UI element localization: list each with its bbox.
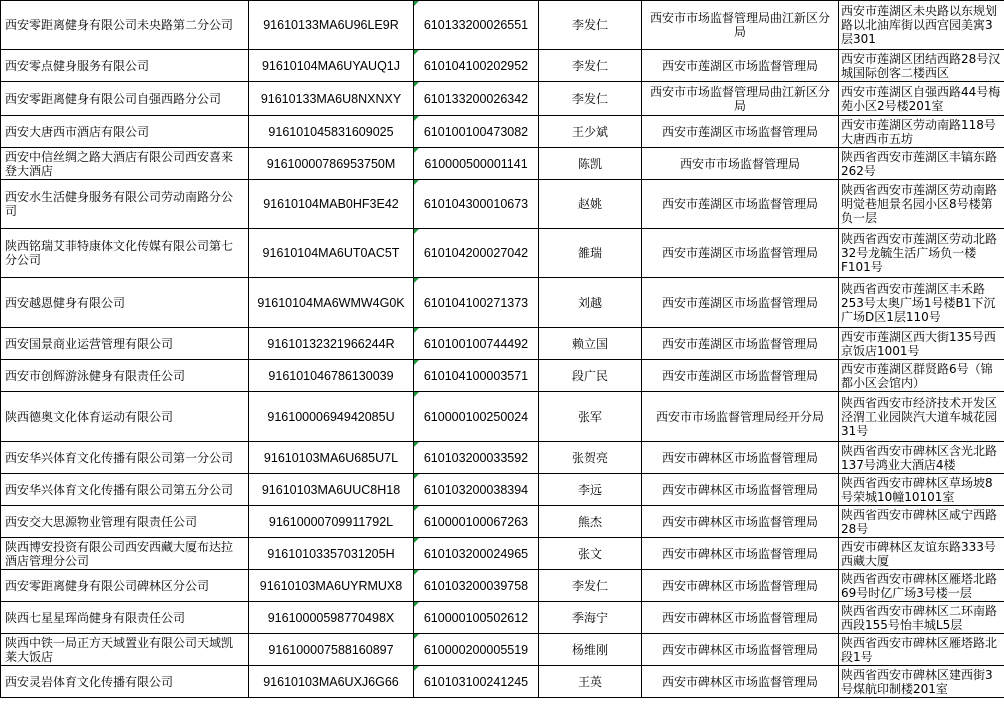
registration-number-cell[interactable]: 610000100502612: [414, 602, 539, 634]
legal-representative-cell[interactable]: 张贺亮: [539, 442, 642, 474]
address-cell[interactable]: 陕西省西安市碑林区雁塔北路69号时亿广场3号楼一层: [839, 570, 1004, 602]
registration-authority-cell[interactable]: 西安市莲湖区市场监督管理局: [642, 229, 839, 278]
credit-code-cell[interactable]: 91610133MA6U8NXNXY: [249, 82, 414, 116]
address-cell[interactable]: 西安市莲湖区团结西路28号汉城国际创客二楼西区: [839, 50, 1004, 82]
credit-code-cell[interactable]: 91610103MA6U685U7L: [249, 442, 414, 474]
credit-code-cell[interactable]: 91610104MA6UT0AC5T: [249, 229, 414, 278]
registration-authority-cell[interactable]: 西安市莲湖区市场监督管理局: [642, 360, 839, 392]
registration-number-cell[interactable]: 610133200026342: [414, 82, 539, 116]
address-cell[interactable]: 陕西省西安市莲湖区丰镐东路262号: [839, 148, 1004, 180]
legal-representative-cell[interactable]: 杨维刚: [539, 634, 642, 666]
table-row: [1, 634, 1004, 666]
legal-representative-cell[interactable]: 王英: [539, 666, 642, 698]
company-name-cell[interactable]: 西安中信丝绸之路大酒店有限公司西安喜来登大酒店: [1, 148, 249, 180]
registration-number-cell[interactable]: 610133200026551: [414, 1, 539, 50]
company-name-cell[interactable]: 西安大唐西市酒店有限公司: [1, 116, 249, 148]
credit-code-cell[interactable]: 91610104MA6UYAUQ1J: [249, 50, 414, 82]
credit-code-cell[interactable]: 916101045831609025: [249, 116, 414, 148]
address-cell[interactable]: 陕西省西安市碑林区草场坡8号荣城10幢10101室: [839, 474, 1004, 506]
registration-authority-cell[interactable]: 西安市碑林区市场监督管理局: [642, 666, 839, 698]
table-row: [1, 328, 1004, 360]
table-row: [1, 116, 1004, 148]
registration-authority-cell[interactable]: 西安市莲湖区市场监督管理局: [642, 116, 839, 148]
company-name-cell[interactable]: 西安水生活健身服务有限公司劳动南路分公司: [1, 180, 249, 229]
address-cell[interactable]: 西安市莲湖区西大街135号西京饭店1001号: [839, 328, 1004, 360]
credit-code-cell[interactable]: 91610000598770498X: [249, 602, 414, 634]
legal-representative-cell[interactable]: 张军: [539, 392, 642, 442]
table-row: [1, 1, 1004, 50]
registration-authority-cell[interactable]: 西安市碑林区市场监督管理局: [642, 538, 839, 570]
registration-number-cell[interactable]: 610103200033592: [414, 442, 539, 474]
legal-representative-cell[interactable]: 陈凯: [539, 148, 642, 180]
registration-authority-cell[interactable]: 西安市莲湖区市场监督管理局: [642, 180, 839, 229]
table-row: [1, 148, 1004, 180]
credit-code-cell[interactable]: 916101046786130039: [249, 360, 414, 392]
company-name-cell[interactable]: 陕西中铁一局正方天域置业有限公司天域凯莱大饭店: [1, 634, 249, 666]
registration-authority-cell[interactable]: 西安市莲湖区市场监督管理局: [642, 328, 839, 360]
table-row: [1, 82, 1004, 116]
registration-number-cell[interactable]: 610000100067263: [414, 506, 539, 538]
registration-number-cell[interactable]: 610103200039758: [414, 570, 539, 602]
credit-code-cell[interactable]: 91610103MA6UUC8H18: [249, 474, 414, 506]
registration-authority-cell[interactable]: 西安市碑林区市场监督管理局: [642, 634, 839, 666]
legal-representative-cell[interactable]: 段广民: [539, 360, 642, 392]
registration-number-cell[interactable]: 610104100003571: [414, 360, 539, 392]
registration-authority-cell[interactable]: 西安市市场监督管理局曲江新区分局: [642, 82, 839, 116]
table-row: [1, 666, 1004, 698]
address-cell[interactable]: 西安市莲湖区群贤路6号（锦都小区会馆内）: [839, 360, 1004, 392]
registration-number-cell[interactable]: 610000500001141: [414, 148, 539, 180]
address-cell[interactable]: 陕西省西安市莲湖区劳动南路明觉巷旭景名园小区8号楼第负一层: [839, 180, 1004, 229]
company-name-cell[interactable]: 陕西德奥文化体育运动有限公司: [1, 392, 249, 442]
credit-code-cell[interactable]: 91610103MA6UYRMUX8: [249, 570, 414, 602]
company-name-cell[interactable]: 西安零距离健身有限公司碑林区分公司: [1, 570, 249, 602]
registration-authority-cell[interactable]: 西安市碑林区市场监督管理局: [642, 506, 839, 538]
company-name-cell[interactable]: 西安灵岩体育文化传播有限公司: [1, 666, 249, 698]
registration-number-cell[interactable]: 610000100250024: [414, 392, 539, 442]
legal-representative-cell[interactable]: 李发仁: [539, 50, 642, 82]
address-cell[interactable]: 西安市莲湖区劳动南路118号大唐西市五坊: [839, 116, 1004, 148]
table-row: [1, 50, 1004, 82]
credit-code-cell[interactable]: 91610103357031205H: [249, 538, 414, 570]
address-cell[interactable]: 西安市莲湖区自强西路44号梅苑小区2号楼201室: [839, 82, 1004, 116]
company-name-cell[interactable]: 西安零距离健身有限公司自强西路分公司: [1, 82, 249, 116]
address-cell[interactable]: 陕西省西安市莲湖区劳动北路32号龙毓生活广场负一楼F101号: [839, 229, 1004, 278]
company-name-cell[interactable]: 西安越恩健身有限公司: [1, 278, 249, 328]
address-cell[interactable]: 陕西省西安市碑林区建西街3号煤航印制楼201室: [839, 666, 1004, 698]
credit-code-cell[interactable]: 91610000709911792L: [249, 506, 414, 538]
credit-code-cell[interactable]: 91610133MA6U96LE9R: [249, 1, 414, 50]
company-name-cell[interactable]: 陕西铭瑞艾菲特康体文化传媒有限公司第七分公司: [1, 229, 249, 278]
address-cell[interactable]: 陕西省西安市碑林区二环南路西段155号怡丰城L5层: [839, 602, 1004, 634]
legal-representative-cell[interactable]: 雒瑞: [539, 229, 642, 278]
legal-representative-cell[interactable]: 王少斌: [539, 116, 642, 148]
legal-representative-cell[interactable]: 赵姚: [539, 180, 642, 229]
legal-representative-cell[interactable]: 熊杰: [539, 506, 642, 538]
credit-code-cell[interactable]: 91610104MA6WMW4G0K: [249, 278, 414, 328]
company-name-cell[interactable]: 西安华兴体育文化传播有限公司第一分公司: [1, 442, 249, 474]
registration-authority-cell[interactable]: 西安市市场监督管理局: [642, 148, 839, 180]
registration-authority-cell[interactable]: 西安市碑林区市场监督管理局: [642, 602, 839, 634]
registration-number-cell[interactable]: 610100100744492: [414, 328, 539, 360]
registration-number-cell[interactable]: 610104200027042: [414, 229, 539, 278]
company-name-cell[interactable]: 西安零点健身服务有限公司: [1, 50, 249, 82]
legal-representative-cell[interactable]: 季海宁: [539, 602, 642, 634]
registration-number-cell[interactable]: 610103200038394: [414, 474, 539, 506]
registration-number-cell[interactable]: 610000200005519: [414, 634, 539, 666]
registration-authority-cell[interactable]: 西安市碑林区市场监督管理局: [642, 570, 839, 602]
table-row: [1, 474, 1004, 506]
table-row: [1, 229, 1004, 278]
legal-representative-cell[interactable]: 张文: [539, 538, 642, 570]
company-name-cell[interactable]: 西安交大思源物业管理有限责任公司: [1, 506, 249, 538]
address-cell[interactable]: 西安市莲湖区未央路以东规划路以北油库街以西宫园美寓3层301: [839, 1, 1004, 50]
credit-code-cell[interactable]: 91610103MA6UXJ6G66: [249, 666, 414, 698]
address-cell[interactable]: 陕西省西安市经济技术开发区泾渭工业园陕汽大道车城花园31号: [839, 392, 1004, 442]
table-row: [1, 570, 1004, 602]
credit-code-cell[interactable]: 91610104MAB0HF3E42: [249, 180, 414, 229]
registration-authority-cell[interactable]: 西安市莲湖区市场监督管理局: [642, 278, 839, 328]
credit-code-cell[interactable]: 916100007588160897: [249, 634, 414, 666]
credit-code-cell[interactable]: 91610132321966244R: [249, 328, 414, 360]
table-row: [1, 180, 1004, 229]
registration-authority-cell[interactable]: 西安市碑林区市场监督管理局: [642, 442, 839, 474]
registration-authority-cell[interactable]: 西安市市场监督管理局经开分局: [642, 392, 839, 442]
legal-representative-cell[interactable]: 李发仁: [539, 1, 642, 50]
legal-representative-cell[interactable]: 李远: [539, 474, 642, 506]
address-cell[interactable]: 陕西省西安市莲湖区丰禾路253号太奥广场1号楼B1下沉广场D区1层110号: [839, 278, 1004, 328]
company-name-cell[interactable]: 西安市创辉游泳健身有限责任公司: [1, 360, 249, 392]
company-name-cell[interactable]: 西安零距离健身有限公司未央路第二分公司: [1, 1, 249, 50]
registration-number-cell[interactable]: 610103100241245: [414, 666, 539, 698]
legal-representative-cell[interactable]: 李发仁: [539, 570, 642, 602]
company-name-cell[interactable]: 西安国景商业运营管理有限公司: [1, 328, 249, 360]
registration-authority-cell[interactable]: 西安市碑林区市场监督管理局: [642, 474, 839, 506]
registration-authority-cell[interactable]: 西安市莲湖区市场监督管理局: [642, 50, 839, 82]
registration-number-cell[interactable]: 610104100271373: [414, 278, 539, 328]
registration-number-cell[interactable]: 610100100473082: [414, 116, 539, 148]
table-row: [1, 538, 1004, 570]
address-cell[interactable]: 陕西省西安市碑林区咸宁西路28号: [839, 506, 1004, 538]
credit-code-cell[interactable]: 91610000694942085U: [249, 392, 414, 442]
registration-number-cell[interactable]: 610104100202952: [414, 50, 539, 82]
address-cell[interactable]: 西安市碑林区友谊东路333号西藏大厦: [839, 538, 1004, 570]
legal-representative-cell[interactable]: 李发仁: [539, 82, 642, 116]
address-cell[interactable]: 陕西省西安市碑林区含光北路137号鸿业大酒店4楼: [839, 442, 1004, 474]
table-body: [1, 1, 1004, 698]
table-row: [1, 506, 1004, 538]
table-row: [1, 442, 1004, 474]
legal-representative-cell[interactable]: 赖立国: [539, 328, 642, 360]
registration-number-cell[interactable]: 610104300010673: [414, 180, 539, 229]
table-row: [1, 360, 1004, 392]
registration-authority-cell[interactable]: 西安市市场监督管理局曲江新区分局: [642, 1, 839, 50]
credit-code-cell[interactable]: 91610000786953750M: [249, 148, 414, 180]
address-cell[interactable]: 陕西省西安市碑林区雁塔路北段1号: [839, 634, 1004, 666]
legal-representative-cell[interactable]: 刘越: [539, 278, 642, 328]
registration-number-cell[interactable]: 610103200024965: [414, 538, 539, 570]
table-row: [1, 278, 1004, 328]
table-row: [1, 602, 1004, 634]
table-row: [1, 392, 1004, 442]
company-name-cell[interactable]: 西安华兴体育文化传播有限公司第五分公司: [1, 474, 249, 506]
company-name-cell[interactable]: 陕西七星星珲尚健身有限责任公司: [1, 602, 249, 634]
company-name-cell[interactable]: 陕西博安投资有限公司西安西藏大厦布达拉酒店管理分公司: [1, 538, 249, 570]
